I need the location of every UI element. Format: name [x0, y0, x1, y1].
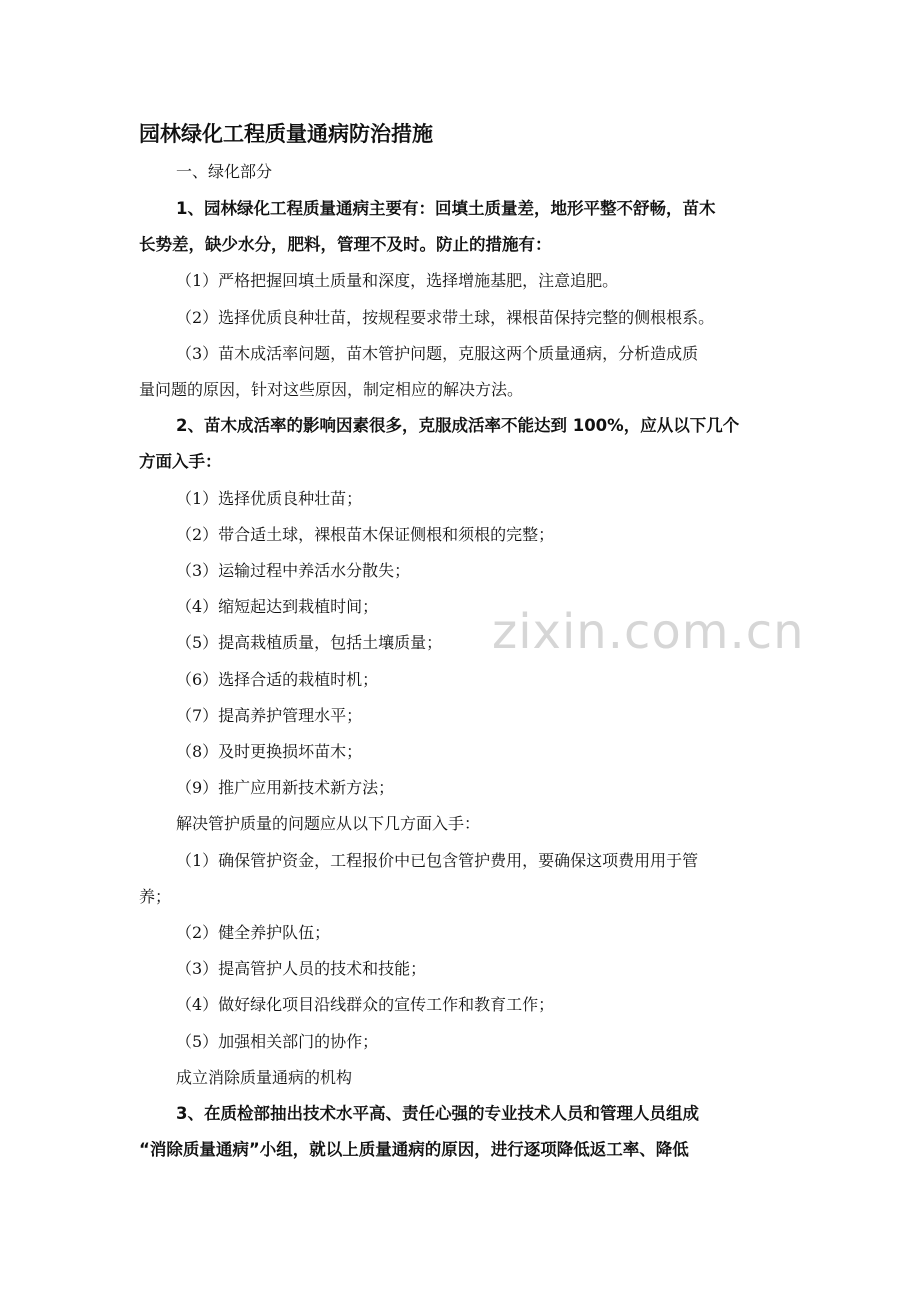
list-item: （1）严格把握回填土质量和深度，选择增施基肥，注意追肥。	[176, 271, 619, 290]
watermark: zixin.com.cn	[492, 604, 805, 660]
list-item: （9）推广应用新技术新方法；	[176, 778, 395, 797]
list-item: （2）选择优质良种壮苗，按规程要求带土球，裸根苗保持完整的侧根根系。	[176, 308, 715, 327]
section-heading: 一、绿化部分	[176, 162, 273, 181]
list-item: （8）及时更换损坏苗木；	[176, 742, 363, 761]
list-item: （1）确保管护资金，工程报价中已包含管护费用，要确保这项费用用于管	[176, 851, 699, 870]
list-item: （5）加强相关部门的协作；	[176, 1032, 379, 1051]
list-item: （7）提高养护管理水平；	[176, 706, 363, 725]
list-item: （1）选择优质良种壮苗；	[176, 489, 363, 508]
document-title: 园林绿化工程质量通病防治措施	[139, 122, 433, 146]
list-item-continuation: 量问题的原因，针对这些原因，制定相应的解决方法。	[139, 380, 524, 399]
list-item: （6）选择合适的栽植时机；	[176, 670, 379, 689]
list-item: （2）健全养护队伍；	[176, 923, 331, 942]
paragraph-3-line-1: 3、在质检部抽出技术水平高、责任心强的专业技术人员和管理人员组成	[176, 1104, 699, 1123]
organization-line: 成立消除质量通病的机构	[176, 1068, 353, 1087]
list-item: （3）运输过程中养活水分散失；	[176, 561, 411, 580]
paragraph-2-line-2: 方面入手：	[139, 452, 222, 471]
list-item-continuation: 养；	[139, 887, 172, 906]
list-item: （2）带合适土球，裸根苗木保证侧根和须根的完整；	[176, 525, 555, 544]
care-intro: 解决管护质量的问题应从以下几方面入手：	[176, 814, 481, 833]
list-item: （3）苗木成活率问题，苗木管护问题，克服这两个质量通病，分析造成质	[176, 344, 699, 363]
list-item: （4）缩短起达到栽植时间；	[176, 597, 379, 616]
list-item: （4）做好绿化项目沿线群众的宣传工作和教育工作；	[176, 995, 555, 1014]
list-item: （3）提高管护人员的技术和技能；	[176, 959, 427, 978]
list-item: （5）提高栽植质量，包括土壤质量；	[176, 633, 443, 652]
paragraph-1-line-2: 长势差，缺少水分，肥料，管理不及时。防止的措施有：	[139, 235, 552, 254]
paragraph-1-line-1: 1、园林绿化工程质量通病主要有：回填土质量差，地形平整不舒畅，苗木	[176, 199, 716, 218]
paragraph-3-line-2: “消除质量通病”小组，就以上质量通病的原因，进行逐项降低返工率、降低	[139, 1140, 689, 1159]
paragraph-2-line-1: 2、苗木成活率的影响因素很多，克服成活率不能达到 100%，应从以下几个	[176, 416, 740, 435]
